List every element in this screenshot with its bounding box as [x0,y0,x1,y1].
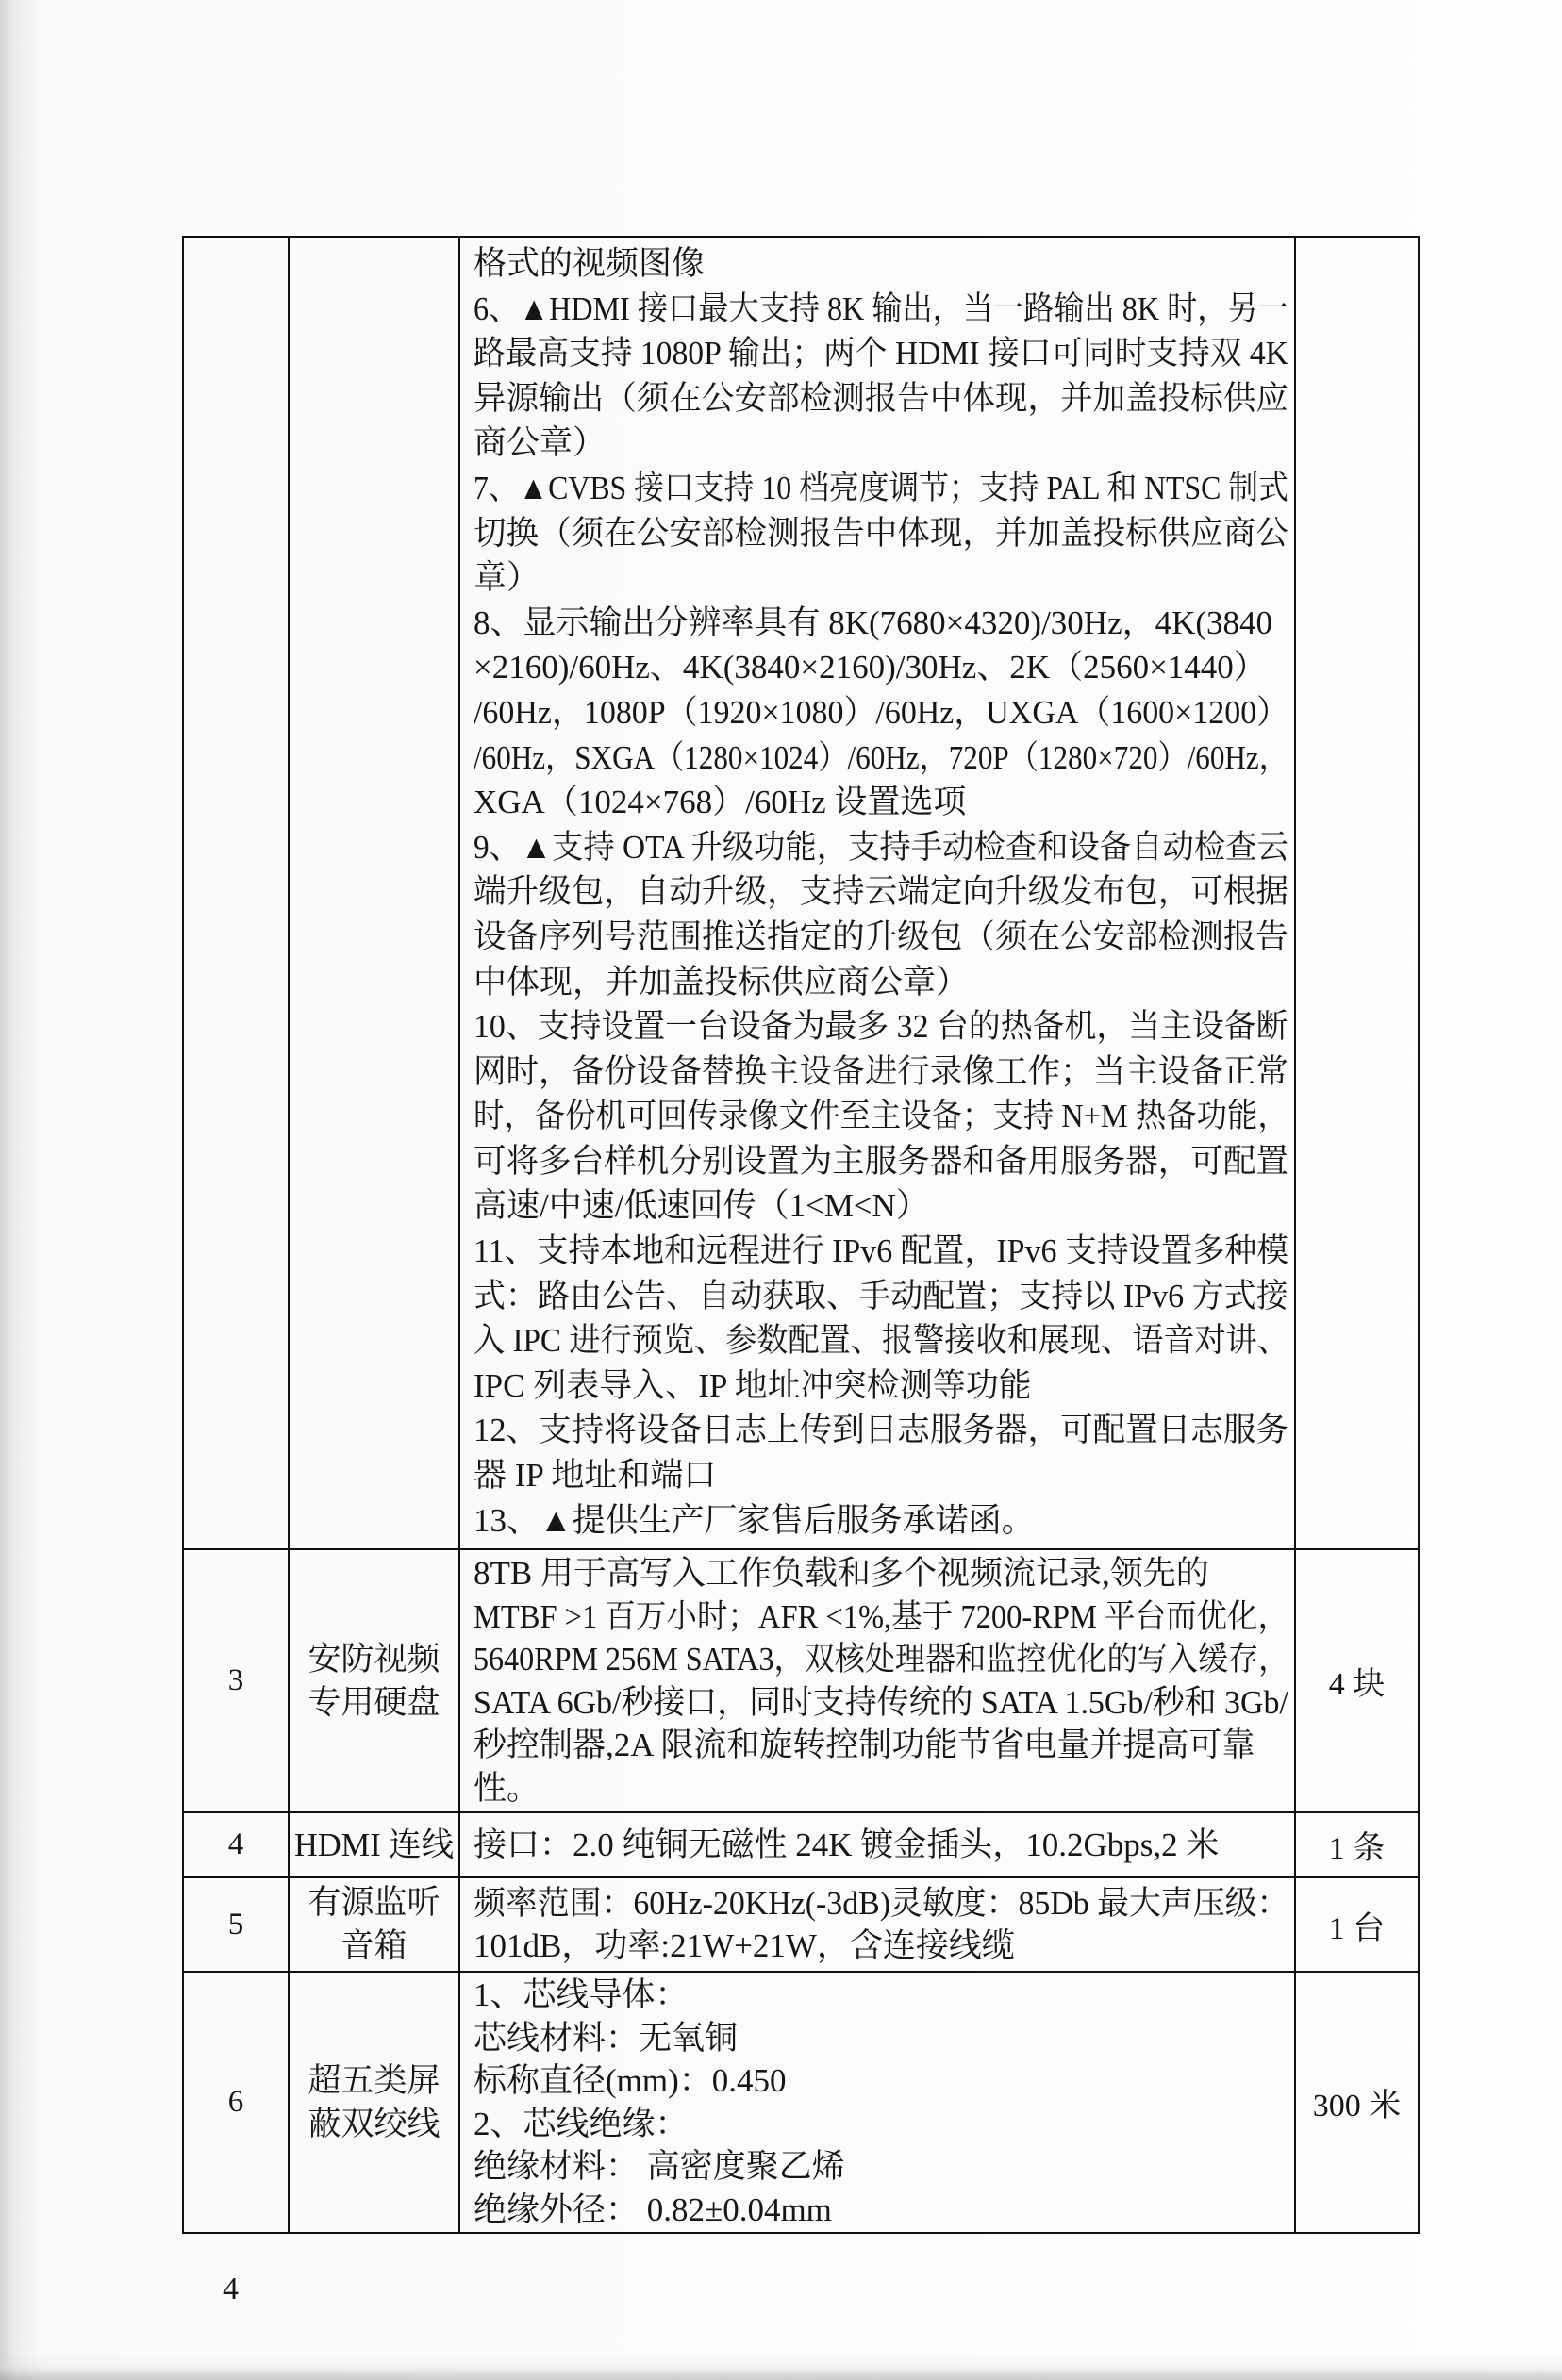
spec-line: 10、支持设置一台设备为最多 32 台的热备机，当主设备断 [474,1008,1288,1046]
item-name-line: HDMI 连线 [294,1826,455,1863]
spec-cell [459,1812,1295,1877]
spec-line: 绝缘外径： 0.82±0.04mm [474,2190,832,2228]
spec-line: 中体现，并加盖投标供应商公章） [474,963,970,1000]
spec-line: 商公章） [474,424,607,462]
spec-line: 8、显示输出分辨率具有 8K(7680×4320)/30Hz，4K(3840 [474,603,1273,641]
spec-line: 高速/中速/低速回传（1<M<N） [474,1187,929,1225]
spec-line: 切换（须在公安部检测报告中体现，并加盖投标供应商公 [474,514,1288,552]
item-name-cell [289,1972,459,2233]
spec-line: 性。 [474,1769,540,1807]
spec-line: MTBF >1 百万小时；AFR <1%,基于 7200-RPM 平台而优化， [474,1597,1289,1635]
quantity-cell: 4 块 [1295,1549,1419,1812]
spec-line: 101dB，功率:21W+21W，含连接线缆 [474,1927,1015,1964]
item-name-cell [289,1812,459,1877]
row-number-cell: 3 [183,1549,289,1812]
spec-line: 13、▲提供生产厂家售后服务承诺函。 [474,1501,1035,1539]
page-number: 4 [223,2272,239,2306]
spec-line: 8TB 用于高写入工作负载和多个视频流记录,领先的 [474,1555,1209,1592]
item-name-cell [289,1549,459,1812]
spec-line: 绝缘材料： 高密度聚乙烯 [474,2148,845,2185]
spec-line: 9、▲支持 OTA 升级功能，支持手动检查和设备自动检查云 [474,828,1288,866]
item-name-cell [289,1877,459,1972]
spec-line: /60Hz，SXGA（1280×1024）/60Hz，720P（1280×720）/60Hz， [474,738,1288,776]
spec-line: 5640RPM 256M SATA3，双核处理器和监控优化的写入缓存， [474,1641,1289,1678]
spec-line: 1、芯线导体： [474,1976,689,2013]
table-row [183,1877,1419,1972]
spec-line: 2、芯线绝缘： [474,2105,689,2142]
row-number-cell: 6 [183,1972,289,2233]
spec-line: 芯线材料：无氧铜 [474,2019,739,2057]
spec-line: SATA 6Gb/秒接口，同时支持传统的 SATA 1.5Gb/秒和 3Gb/ [474,1683,1288,1721]
item-name-line: 安防视频 [307,1640,440,1678]
spec-line: 时，备份机可回传录像文件至主设备；支持 N+M 热备功能， [474,1098,1288,1135]
item-name-cell [289,237,459,1549]
spec-line: 格式的视频图像 [474,245,706,282]
quantity-cell: 1 台 [1295,1877,1419,1972]
spec-line: 接口：2.0 纯铜无磁性 24K 镀金插头，10.2Gbps,2 米 [474,1826,1220,1863]
spec-line: 网时，备份设备替换主设备进行录像工作；当主设备正常 [474,1052,1288,1090]
table-row [183,1972,1419,2233]
item-name-line: 有源监听 [307,1884,440,1921]
spec-line: 频率范围：60Hz-20KHz(-3dB)灵敏度：85Db 最大声压级： [474,1884,1289,1922]
quantity-cell [1295,237,1419,1549]
spec-line: 6、▲HDMI 接口最大支持 8K 输出，当一路输出 8K 时，另一 [474,289,1288,327]
item-name-line: 专用硬盘 [307,1683,440,1721]
spec-line: /60Hz，1080P（1920×1080）/60Hz，UXGA（1600×1200） [474,693,1289,731]
spec-line: 可将多台样机分别设置为主服务器和备用服务器，可配置 [474,1142,1288,1180]
row-number-cell: 4 [183,1812,289,1877]
table-row [183,1549,1419,1812]
spec-line: 器 IP 地址和端口 [474,1457,717,1495]
spec-line: 章） [474,559,540,597]
spec-line: 端升级包，自动升级，支持云端定向升级发布包，可根据 [474,873,1288,911]
spec-line: 11、支持本地和远程进行 IPv6 配置，IPv6 支持设置多种模 [474,1232,1289,1270]
spec-line: IPC 列表导入、IP 地址冲突检测等功能 [474,1366,1032,1404]
spec-line: 标称直径(mm)：0.450 [474,2062,787,2099]
spec-line: 秒控制器,2A 限流和旋转控制功能节省电量并提高可靠 [474,1727,1255,1763]
spec-cell [459,237,1295,1549]
spec-line: 设备序列号范围推送指定的升级包（须在公安部检测报告 [474,917,1288,955]
spec-line: 12、支持将设备日志上传到日志服务器，可配置日志服务 [474,1412,1288,1449]
item-name-line: 超五类屏 [307,2061,440,2099]
table-row [183,237,1419,1549]
row-number-cell: 5 [183,1877,289,1972]
spec-cell [459,1877,1295,1972]
item-name-line: 蔽双绞线 [307,2105,440,2142]
table-row [183,1812,1419,1877]
spec-line: 入 IPC 进行预览、参数配置、报警接收和展现、语音对讲、 [474,1322,1288,1360]
row-number-cell [183,237,289,1549]
quantity-cell: 1 条 [1295,1812,1419,1877]
spec-cell [459,1972,1295,2233]
spec-line: 7、▲CVBS 接口支持 10 档亮度调节；支持 PAL 和 NTSC 制式 [474,469,1288,506]
spec-line: 式：路由公告、自动获取、手动配置；支持以 IPv6 方式接 [474,1277,1288,1314]
spec-line: 路最高支持 1080P 输出；两个 HDMI 接口可同时支持双 4K [474,335,1288,372]
spec-line: XGA（1024×768）/60Hz 设置选项 [474,784,967,821]
item-name-line: 音箱 [341,1927,407,1964]
spec-line: 异源输出（须在公安部检测报告中体现，并加盖投标供应 [474,379,1288,417]
spec-cell [459,1549,1295,1812]
spec-line: ×2160)/60Hz、4K(3840×2160)/30Hz、2K（2560×1440） [474,649,1267,686]
quantity-cell: 300 米 [1295,1972,1419,2233]
spec-table [182,236,1420,2234]
